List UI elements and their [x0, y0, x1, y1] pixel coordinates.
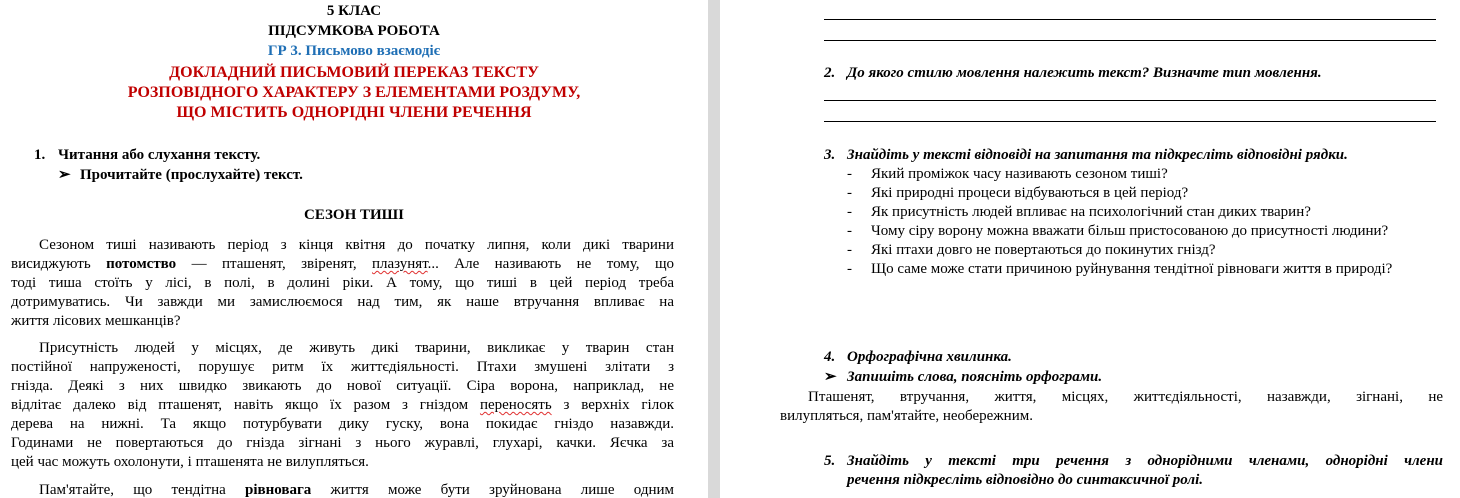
page-gap — [708, 0, 720, 498]
paragraph-line: речення підкресліть відповідно до синтаксичної ролі. — [847, 472, 1204, 488]
text-span: життя може бути зруйнована лише одним — [311, 482, 674, 498]
answer-line — [824, 19, 1436, 20]
question-4-instruction: Запишіть слова, поясніть орфограми. — [847, 369, 1103, 385]
question-4-text: Орфографічна хвилинка. — [847, 349, 1012, 365]
question-3-text: Знайдіть у тексті відповіді на запитання та підкресліть відповідні рядки. — [847, 147, 1348, 163]
list-item — [847, 241, 1443, 260]
step-1-instruction: Прочитайте (прослухайте) текст. — [80, 167, 303, 183]
paragraph-line: Годинами не повертаються до гнізда зігнані з нього журавлі, глухарі, качки. Яєчка за — [11, 435, 674, 451]
list-item — [847, 203, 1443, 222]
paragraph-line: дотримуватись. Чи завжди ми замислюємося над тим, як наше втручання впливає на — [11, 294, 674, 310]
question-4-number: 4. — [824, 349, 836, 365]
step-1-number: 1. — [34, 147, 46, 163]
paragraph-line: Присутність людей у місцях, де живуть дикі тварини, викликає у тварин стан — [39, 340, 674, 356]
task-title-line-1: ДОКЛАДНИЙ ПИСЬМОВИЙ ПЕРЕКАЗ ТЕКСТУ — [169, 64, 539, 81]
paragraph-line: Пташенят, втручання, життя, місцях, життєдіяльності, назавжди, зігнані, не — [808, 389, 1443, 405]
dash-bullet-icon: - — [847, 166, 852, 182]
dash-bullet-icon: - — [847, 204, 852, 220]
answer-line — [824, 40, 1436, 41]
paragraph-line: тоді тиша стоїть у лісі, в полі, в долині ріки. А тому, що тиші в цей період треба — [11, 275, 674, 291]
paragraph-line: дерева на нижні. Та якщо потурбувати дику гуску, вона покидає гніздо назавжди. — [11, 416, 674, 432]
text-span: висиджують — [11, 256, 107, 272]
paragraph-line — [11, 396, 674, 415]
list-item-text: Який проміжок часу називають сезоном тиші? — [871, 166, 1168, 182]
list-item — [847, 260, 1443, 279]
paragraph-line — [11, 255, 674, 274]
bold-term-potomstvo: потомство — [106, 256, 177, 272]
paragraph-line: Знайдіть у тексті три речення з однорідними членами, однорідні члени — [847, 453, 1443, 469]
arrow-bullet-icon: ➢ — [58, 167, 71, 183]
answer-line — [824, 121, 1436, 122]
work-title: ПІДСУМКОВА РОБОТА — [268, 23, 440, 39]
question-2-text: До якого стилю мовлення належить текст? Визначте тип мовлення. — [847, 65, 1322, 81]
list-item — [847, 165, 1443, 184]
list-item — [847, 222, 1443, 241]
group-label: ГР 3. Письмово взаємодіє — [267, 43, 441, 59]
list-item-text: Чому сіру ворону можна вважати більш пристосованою до присутності людини? — [871, 223, 1389, 239]
text-span: відлітає далеко від пташенят, навіть якщо їх разом з гніздом — [11, 397, 480, 413]
paragraph-line: життя лісових мешканців? — [11, 313, 181, 329]
paragraph-line: постійної напруженості, порушує ритм їх життєдіяльності. Птахи змушені злітати з — [11, 359, 674, 375]
task-title-line-2: РОЗПОВІДНОГО ХАРАКТЕРУ З ЕЛЕМЕНТАМИ РОЗДУМУ, — [127, 84, 581, 101]
paragraph-line: цей час можуть охолонути, і пташенята не вилупляться. — [11, 454, 369, 470]
dash-bullet-icon: - — [847, 223, 852, 239]
grade-label: 5 КЛАС — [326, 3, 382, 19]
bold-term-rivnovaha: рівновага — [245, 482, 312, 498]
paragraph-3 — [11, 481, 674, 498]
list-item-text: Які природні процеси відбуваються в цей період? — [871, 185, 1189, 201]
paragraph-line: Сезоном тиші називають період з кінця квітня до початку липня, коли дикі тварини — [39, 237, 674, 253]
question-5-text — [847, 452, 1443, 490]
paragraph-2 — [11, 339, 674, 472]
dash-bullet-icon: - — [847, 261, 852, 277]
dash-bullet-icon: - — [847, 242, 852, 258]
answer-line — [824, 100, 1436, 101]
text-span: Пам'ятайте, що тендітна — [39, 482, 246, 498]
task-title-line-3: ЩО МІСТИТЬ ОДНОРІДНІ ЧЛЕНИ РЕЧЕННЯ — [176, 104, 532, 121]
spellcheck-word: переносять — [479, 397, 552, 413]
paragraph-line: гнізда. Деякі з них швидко звикають до нової ситуації. Сіра ворона, наприклад, не — [11, 378, 674, 394]
text-title: СЕЗОН ТИШІ — [303, 207, 404, 223]
list-item-text: Що саме може стати причиною руйнування тендітної рівноваги життя в природі? — [871, 261, 1393, 277]
question-3-number: 3. — [824, 147, 836, 163]
text-span: — пташенят, звіренят, — [176, 256, 372, 272]
arrow-bullet-icon: ➢ — [824, 369, 837, 385]
step-1-heading: Читання або слухання тексту. — [58, 147, 261, 163]
text-span: ... Але називають не тому, що — [427, 256, 674, 272]
list-item — [847, 184, 1443, 203]
paragraph-1 — [11, 236, 674, 331]
paragraph-line: вилупляться, пам'ятайте, необережним. — [780, 408, 1033, 424]
left-document-page — [0, 0, 708, 498]
right-document-page — [720, 0, 1460, 498]
list-item-text: Які птахи довго не повертаються до покинутих гнізд? — [871, 242, 1216, 258]
paragraph-line — [11, 481, 674, 498]
question-3-list — [847, 165, 1443, 279]
question-2-number: 2. — [824, 65, 836, 81]
dash-bullet-icon: - — [847, 185, 852, 201]
question-5-number: 5. — [824, 453, 836, 469]
text-span: з верхніх гілок — [551, 397, 674, 413]
list-item-text: Як присутність людей впливає на психологічний стан диких тварин? — [871, 204, 1311, 220]
spellcheck-word: плазунят — [371, 256, 428, 272]
spelling-words — [780, 388, 1443, 426]
